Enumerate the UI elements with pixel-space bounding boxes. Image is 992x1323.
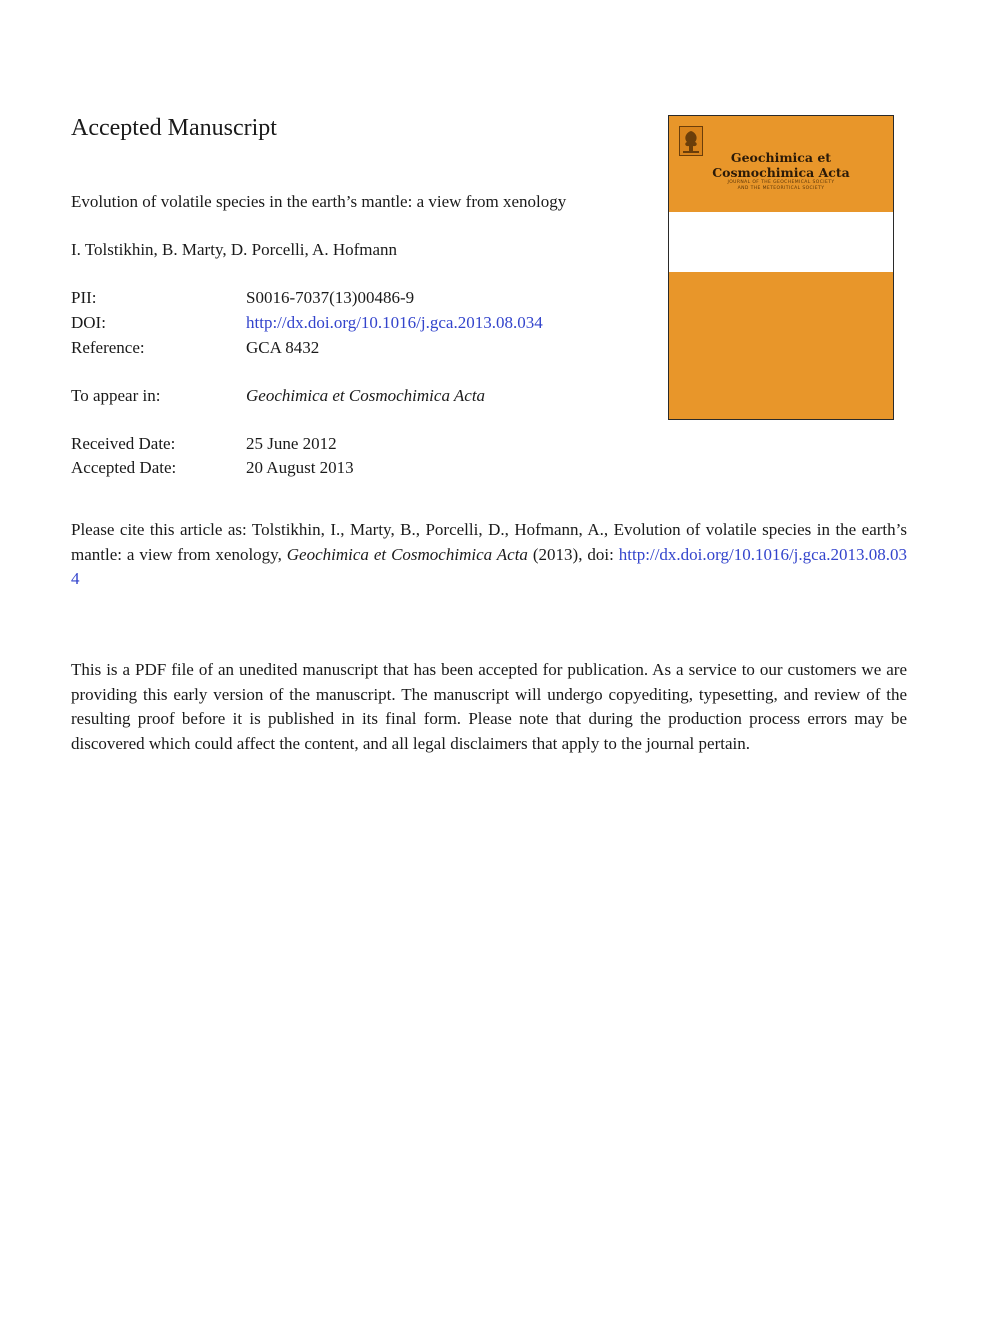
cover-subtitle (669, 180, 893, 192)
pii-value: S0016-7037(13)00486-9 (246, 288, 415, 307)
citation-doi-link[interactable]: http://dx.doi.org/10.1016/j.gca.2013.08.034 (71, 544, 907, 588)
doi-link[interactable]: http://dx.doi.org/10.1016/j.gca.2013.08.034 (246, 313, 543, 332)
accepted-label: Accepted Date: (71, 458, 177, 477)
citation-paragraph (71, 518, 907, 592)
cover-title (669, 150, 893, 180)
authors: I. Tolstikhin, B. Marty, D. Porcelli, A. Hofmann (71, 240, 398, 259)
cover-title-line2: Cosmochimica Acta (712, 165, 850, 180)
journal-name: Geochimica et Cosmochimica Acta (246, 386, 486, 405)
article-title: Evolution of volatile species in the earth’s mantle: a view from xenology (71, 192, 567, 211)
doi-label: DOI: (71, 313, 106, 332)
page-title: Accepted Manuscript (71, 115, 277, 141)
received-label: Received Date: (71, 434, 176, 453)
cover-title-line1: Geochimica et (730, 150, 832, 165)
appear-label: To appear in: (71, 386, 161, 405)
citation-middle: (2013), doi: (527, 544, 619, 564)
reference-value: GCA 8432 (246, 338, 320, 357)
journal-cover (668, 115, 894, 420)
cover-subtitle-line2: AND THE METEORITICAL SOCIETY (737, 186, 825, 191)
citation-prefix: Please cite this article as: Tolstikhin, I., Marty, B., Porcelli, D., Hofmann, A., Evolution of volatile species in the earth’s mantle: a view from xenology, (71, 520, 907, 564)
manuscript-notice: This is a PDF file of an unedited manuscript that has been accepted for publication. As a service to our customers we are providing this early version of the manuscript. The manuscript will undergo copyediting, typesetting, and review of the resulting proof before it is published in its final form. Please note that during the production process errors may be discovered which could affect the content, and all legal disclaimers that apply to the journal pertain. (71, 660, 907, 753)
citation-journal: Geochimica et Cosmochimica Acta (286, 544, 528, 564)
reference-label: Reference: (71, 338, 145, 357)
pii-label: PII: (71, 288, 97, 307)
accepted-date: 20 August 2013 (246, 458, 354, 477)
cover-subtitle-line1: JOURNAL OF THE GEOCHEMICAL SOCIETY (727, 180, 835, 185)
received-date: 25 June 2012 (246, 434, 337, 453)
cover-white-band (669, 212, 893, 272)
